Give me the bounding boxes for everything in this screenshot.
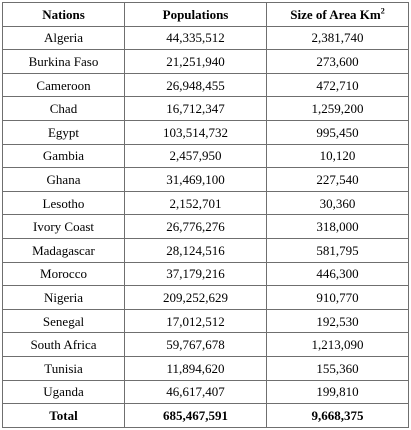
population-cell: 2,457,950: [125, 144, 267, 168]
table-row: [3, 73, 409, 97]
table-row: [3, 262, 409, 286]
nation-cell: Cameroon: [3, 73, 125, 97]
population-cell: 31,469,100: [125, 168, 267, 192]
nation-cell: Madagascar: [3, 238, 125, 262]
table-row: [3, 191, 409, 215]
table-row: [3, 215, 409, 239]
table-row: [3, 238, 409, 262]
population-cell: 59,767,678: [125, 333, 267, 357]
area-cell: 155,360: [267, 356, 409, 380]
table-body: [3, 26, 409, 427]
header-area-superscript: 2: [380, 6, 385, 16]
area-cell: 227,540: [267, 168, 409, 192]
nation-cell: Chad: [3, 97, 125, 121]
population-cell: 28,124,516: [125, 238, 267, 262]
area-cell: 273,600: [267, 50, 409, 74]
table-row: [3, 380, 409, 404]
header-nations: Nations: [3, 3, 125, 27]
area-cell: 10,120: [267, 144, 409, 168]
nation-cell: Tunisia: [3, 356, 125, 380]
nation-cell: Ivory Coast: [3, 215, 125, 239]
total-area: 9,668,375: [267, 404, 409, 428]
area-cell: 1,259,200: [267, 97, 409, 121]
area-cell: 2,381,740: [267, 26, 409, 50]
area-cell: 446,300: [267, 262, 409, 286]
population-cell: 46,617,407: [125, 380, 267, 404]
population-cell: 37,179,216: [125, 262, 267, 286]
nation-cell: Ghana: [3, 168, 125, 192]
area-cell: 199,810: [267, 380, 409, 404]
nation-cell: Algeria: [3, 26, 125, 50]
table-row: [3, 309, 409, 333]
population-area-table: [2, 2, 409, 428]
header-area-label: Size of Area Km: [290, 6, 381, 22]
population-area-table-container: [2, 2, 408, 427]
nation-cell: Morocco: [3, 262, 125, 286]
header-row: [3, 3, 409, 27]
table-row: [3, 144, 409, 168]
nation-cell: Burkina Faso: [3, 50, 125, 74]
nation-cell: Gambia: [3, 144, 125, 168]
table-row: [3, 286, 409, 310]
nation-cell: Egypt: [3, 120, 125, 144]
nation-cell: Lesotho: [3, 191, 125, 215]
total-row: [3, 404, 409, 428]
population-cell: 44,335,512: [125, 26, 267, 50]
population-cell: 21,251,940: [125, 50, 267, 74]
population-cell: 209,252,629: [125, 286, 267, 310]
area-cell: 472,710: [267, 73, 409, 97]
area-cell: 581,795: [267, 238, 409, 262]
table-row: [3, 168, 409, 192]
population-cell: 103,514,732: [125, 120, 267, 144]
area-cell: 995,450: [267, 120, 409, 144]
table-row: [3, 333, 409, 357]
table-row: [3, 50, 409, 74]
nation-cell: Uganda: [3, 380, 125, 404]
area-cell: 318,000: [267, 215, 409, 239]
nation-cell: Nigeria: [3, 286, 125, 310]
area-cell: 910,770: [267, 286, 409, 310]
header-populations: Populations: [125, 3, 267, 27]
population-cell: 16,712,347: [125, 97, 267, 121]
population-cell: 17,012,512: [125, 309, 267, 333]
area-cell: 1,213,090: [267, 333, 409, 357]
area-cell: 30,360: [267, 191, 409, 215]
table-row: [3, 356, 409, 380]
total-label: Total: [3, 404, 125, 428]
population-cell: 26,948,455: [125, 73, 267, 97]
population-cell: 26,776,276: [125, 215, 267, 239]
nation-cell: South Africa: [3, 333, 125, 357]
total-population: 685,467,591: [125, 404, 267, 428]
header-area: [267, 3, 409, 27]
table-row: [3, 97, 409, 121]
population-cell: 11,894,620: [125, 356, 267, 380]
table-row: [3, 120, 409, 144]
area-cell: 192,530: [267, 309, 409, 333]
population-cell: 2,152,701: [125, 191, 267, 215]
table-row: [3, 26, 409, 50]
nation-cell: Senegal: [3, 309, 125, 333]
